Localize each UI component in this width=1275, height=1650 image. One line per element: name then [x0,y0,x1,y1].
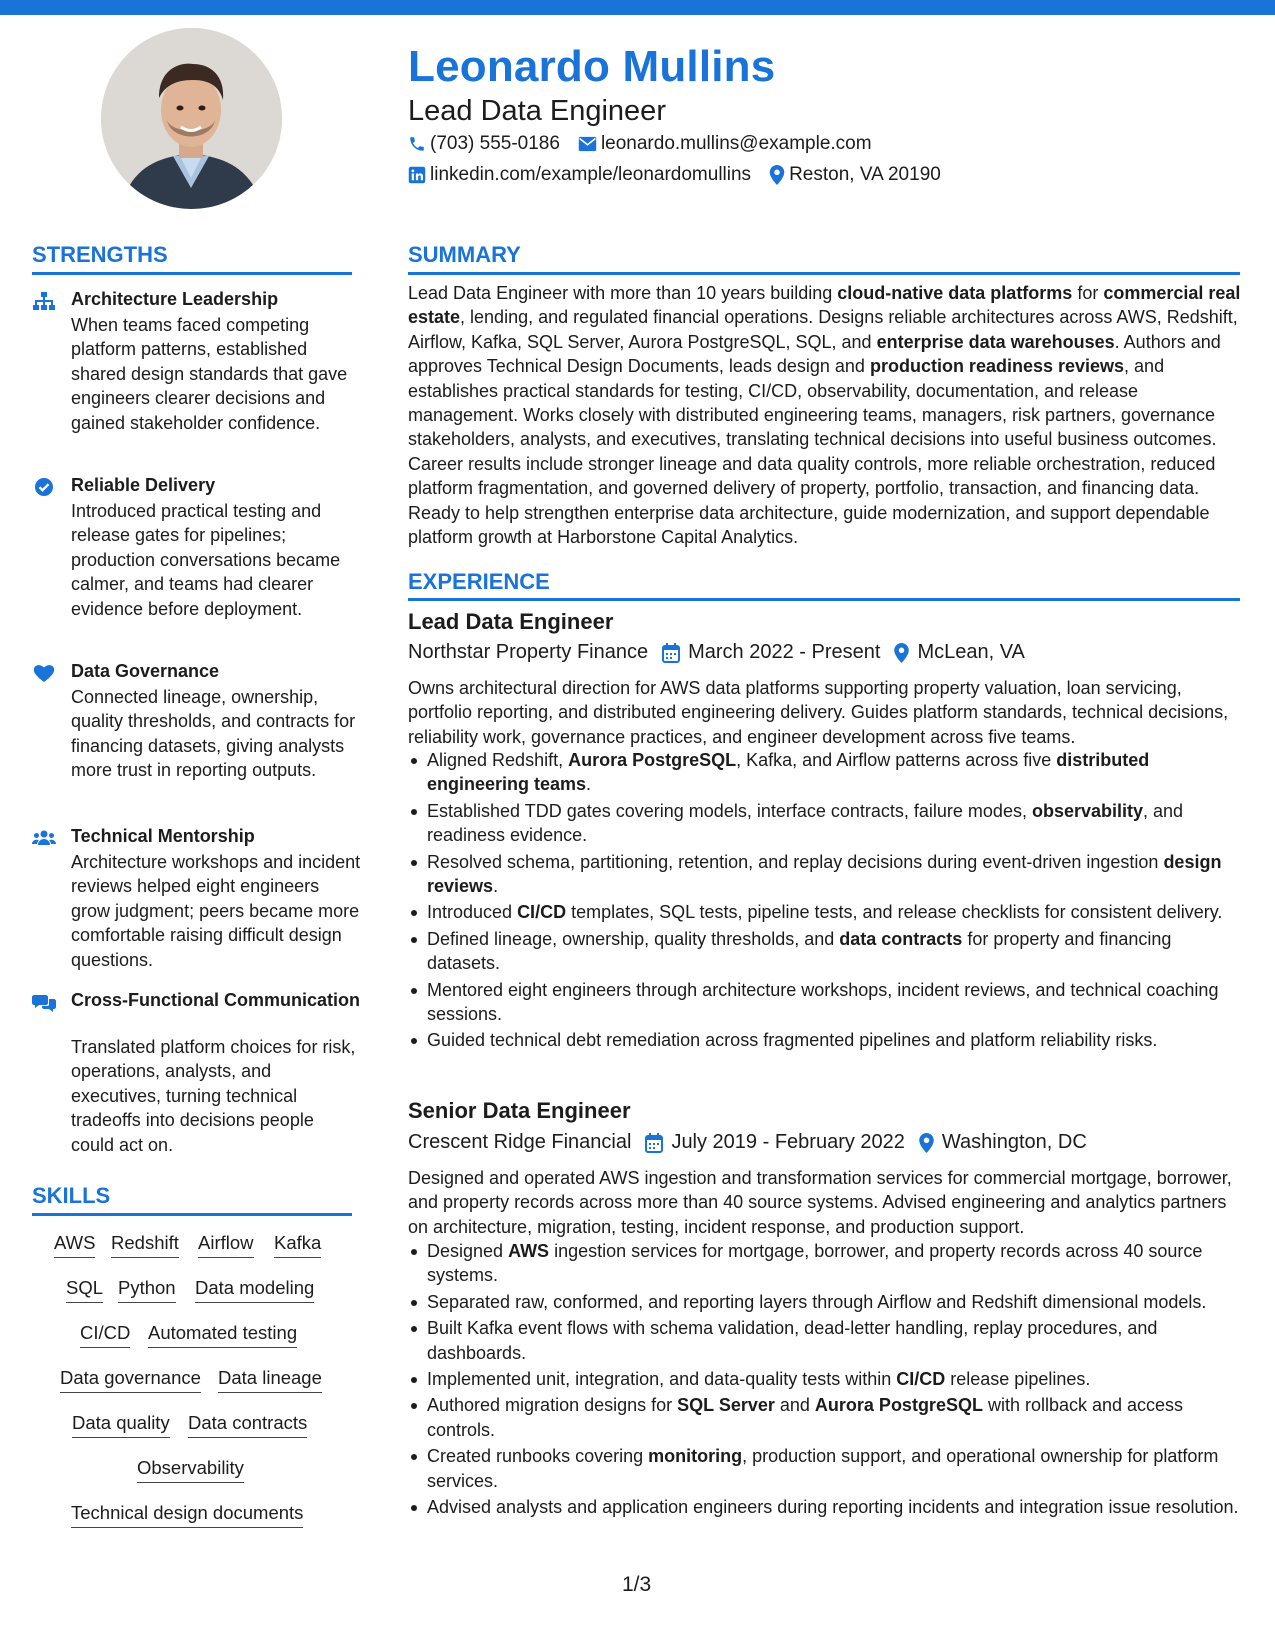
skills-heading: SKILLS [32,1183,111,1208]
map-pin-icon [769,165,785,185]
bold-text: Aurora PostgreSQL [814,1395,983,1416]
text-run: Authored migration designs for [427,1395,678,1416]
bullet-item [408,1290,1243,1314]
text-run: , production support, and operational ownership for platform services. [427,1446,1219,1491]
bullet-item [408,1495,1243,1519]
contact-row-1 [408,133,890,155]
comments-icon [32,992,56,1012]
users-icon [32,828,56,848]
job-bullets [408,748,1243,1055]
strength-desc: Translated platform choices for risk, operations, analysts, and executives, turning technical tradeoffs into decisions people could act on. [71,1037,356,1155]
skill-tag: CI/CD [80,1322,130,1348]
text-run: Implemented unit, integration, and data-quality tests within [427,1369,897,1390]
sitemap-icon [32,291,56,311]
summary-heading: SUMMARY [408,242,521,267]
text-run: Defined lineage, ownership, quality thresholds, and [427,928,840,949]
linkedin-item[interactable] [408,164,751,186]
job-meta [408,641,1025,664]
strength-desc: Connected lineage, ownership, quality thresholds, and contracts for financing datasets, giving analysts more trust in reporting outputs. [71,687,356,781]
job-dates: March 2022 - Present [688,641,881,663]
calendar-icon [645,1133,663,1153]
location-item [769,164,941,186]
bold-text: observability [1031,800,1143,821]
text-run: . [493,876,499,897]
check-circle-icon [32,477,56,497]
text-run: Mentored eight engineers through architecture workshops, incident reviews, and technical coaching sessions. [427,979,1219,1025]
job-dates: July 2019 - February 2022 [671,1131,905,1153]
text-run: , lending, and regulated financial operations. Designs reliable architectures across AWS, Redshift, Airflow, Kafka, SQL Server, Aurora PostgreSQL, SQL, and [408,307,1238,352]
bullet-item [408,1393,1243,1442]
bullet-item [408,1239,1243,1288]
skills-rule [32,1213,352,1216]
job-bullets [408,1239,1243,1521]
map-pin-icon [919,1133,934,1153]
text-run: Lead Data Engineer with more than 10 years building [408,283,838,303]
skill-tag: SQL [66,1277,103,1303]
bold-text: commercial real estate [408,283,1241,328]
bullet-item [408,850,1243,899]
text-run: Guided technical debt remediation across fragmented pipelines and platform reliability risks. [427,1030,1158,1051]
text-run: Introduced [427,902,518,923]
text-run: . Authors and approves Technical Design Documents, leads design and [408,331,1221,377]
job-company: Crescent Ridge Financial [408,1131,632,1153]
job-title: Senior Data Engineer [408,1098,631,1123]
skill-tag: Technical design documents [71,1502,303,1528]
bold-text: CI/CD [517,902,567,923]
text-run: for property and financing datasets. [427,928,1172,974]
text-run: Built Kafka event flows with schema validation, dead-letter handling, replay procedures, and dashboards. [427,1318,1158,1363]
skill-tag: Python [118,1277,176,1303]
strength-desc: Introduced practical testing and release gates for pipelines; production conversations became calmer, and teams had clearer evidence before deployment. [71,501,341,619]
linkedin-text: linkedin.com/example/leonardomullins [430,164,752,185]
text-run: ingestion services for mortgage, borrower, and property records across 40 source systems. [427,1241,1203,1286]
job-description: Designed and operated AWS ingestion and transformation services for commercial mortgage, borrower, and property records across more than 40 source systems. Advised engineering and analytics partners on architecture, migration, testing, incident response, and production support. [408,1168,1232,1237]
text-run: release pipelines. [945,1369,1091,1390]
phone-item[interactable] [408,133,560,155]
text-run: Separated raw, conformed, and reporting layers through Airflow and Redshift dimensional models. [427,1291,1207,1312]
text-run: for [1072,283,1104,303]
envelope-icon [578,136,597,152]
bullet-item [408,900,1243,924]
strength-title: Reliable Delivery [71,475,216,495]
bold-text: production readiness reviews [869,356,1125,377]
strengths-rule [32,272,352,275]
skill-tag: Automated testing [148,1322,297,1348]
text-run: , and establishes practical standards for testing, CI/CD, observability, documentation, and release management. Works closely with distributed engineering teams, managers, risk partners, governance stakeholders, analysts, and executives, translating technical decisions into useful business outcomes. Career results include stronger lineage and data quality controls, more reliable orchestration, reduced platform fragmentation, and governed delivery of property, portfolio, transaction, and financing data. Ready to help strengthen enterprise data architecture, guide modernization, and support dependable platform growth at Harborstone Capital Analytics. [408,356,1217,548]
job-meta [408,1131,1087,1154]
job-location: McLean, VA [917,641,1025,663]
bullet-item [408,927,1243,976]
summary-text [408,281,1243,549]
top-accent-bar [0,0,1275,15]
profile-photo [101,28,282,209]
bold-text: distributed engineering teams [427,750,1150,795]
heart-icon [32,663,56,683]
bullet-item [408,748,1243,797]
job-company: Northstar Property Finance [408,641,649,663]
skill-tag: Data lineage [218,1367,322,1393]
linkedin-icon [408,166,426,184]
bullet-item [408,1444,1243,1493]
text-run: Designed [427,1241,509,1261]
strength-desc: When teams faced competing platform patterns, established shared design standards that gave engineers clearer decisions and gained stakeholder confidence. [71,315,348,433]
email-item[interactable] [578,133,872,155]
text-run: with rollback and access controls. [427,1395,1184,1440]
skill-tag: Data quality [72,1412,170,1438]
bullet-item [408,1028,1243,1052]
strength-title: Architecture Leadership [71,289,279,309]
job-title: Lead Data Engineer [408,609,614,634]
skill-tag: Observability [137,1457,244,1483]
skill-tag: Data contracts [188,1412,307,1438]
page-number: 1/3 [622,1573,652,1596]
text-run: . [586,774,592,795]
phone-text: (703) 555-0186 [430,133,560,154]
text-run: Resolved schema, partitioning, retention, and replay decisions during event-driven ingestion [427,851,1164,872]
bullet-item [408,799,1243,848]
calendar-icon [662,643,680,663]
bold-text: data contracts [839,928,963,949]
job-location: Washington, DC [941,1131,1087,1153]
bold-text: CI/CD [896,1369,946,1390]
text-run: Aligned Redshift, [427,750,569,770]
bold-text: AWS [508,1241,550,1261]
text-run: , and readiness evidence. [427,800,1184,846]
text-run: and [774,1395,815,1416]
bold-text: SQL Server [677,1395,775,1416]
skill-tag: Kafka [274,1232,321,1258]
location-text: Reston, VA 20190 [789,164,941,185]
bold-text: enterprise data warehouses [876,331,1115,352]
experience-heading: EXPERIENCE [408,569,550,594]
map-pin-icon [894,643,909,663]
strength-title: Data Governance [71,661,220,681]
skill-tag: Redshift [111,1232,179,1258]
bullet-item [408,1367,1243,1391]
phone-icon [408,135,426,153]
text-run: , Kafka, and Airflow patterns across five [736,750,1057,770]
bold-text: monitoring [648,1446,743,1467]
skill-tag: AWS [54,1232,95,1258]
job-description: Owns architectural direction for AWS data platforms supporting property valuation, loan servicing, portfolio reporting, and distributed engineering delivery. Guides platform standards, technical decisions, reliability work, governance practices, and engineer development across five teams. [408,678,1229,747]
summary-rule [408,272,1240,275]
bullet-item [408,1316,1243,1365]
strength-desc: Architecture workshops and incident reviews helped eight engineers grow judgment; peers became more comfortable raising difficult design questions. [71,852,361,970]
text-run: Established TDD gates covering models, interface contracts, failure modes, [427,800,1032,821]
skill-tag: Data governance [60,1367,201,1393]
email-text: leonardo.mullins@example.com [600,133,872,154]
bold-text: design reviews [427,851,1222,897]
bold-text: Aurora PostgreSQL [568,750,737,770]
strengths-heading: STRENGTHS [32,242,168,267]
text-run: Advised analysts and application engineers during reporting incidents and integration issue resolution. [427,1497,1239,1518]
strength-title: Technical Mentorship [71,826,255,846]
text-run: templates, SQL tests, pipeline tests, and release checklists for consistent delivery. [566,902,1223,923]
strength-title: Cross-Functional Communication [71,990,361,1010]
experience-rule [408,598,1240,601]
bullet-item [408,978,1243,1027]
contact-row-2 [408,164,959,186]
skill-tag: Data modeling [195,1277,314,1303]
candidate-name: Leonardo Mullins [408,42,776,91]
text-run: Created runbooks covering [427,1446,649,1467]
skill-tag: Airflow [198,1232,254,1258]
bold-text: cloud-native data platforms [837,283,1073,303]
candidate-role: Lead Data Engineer [408,95,666,127]
